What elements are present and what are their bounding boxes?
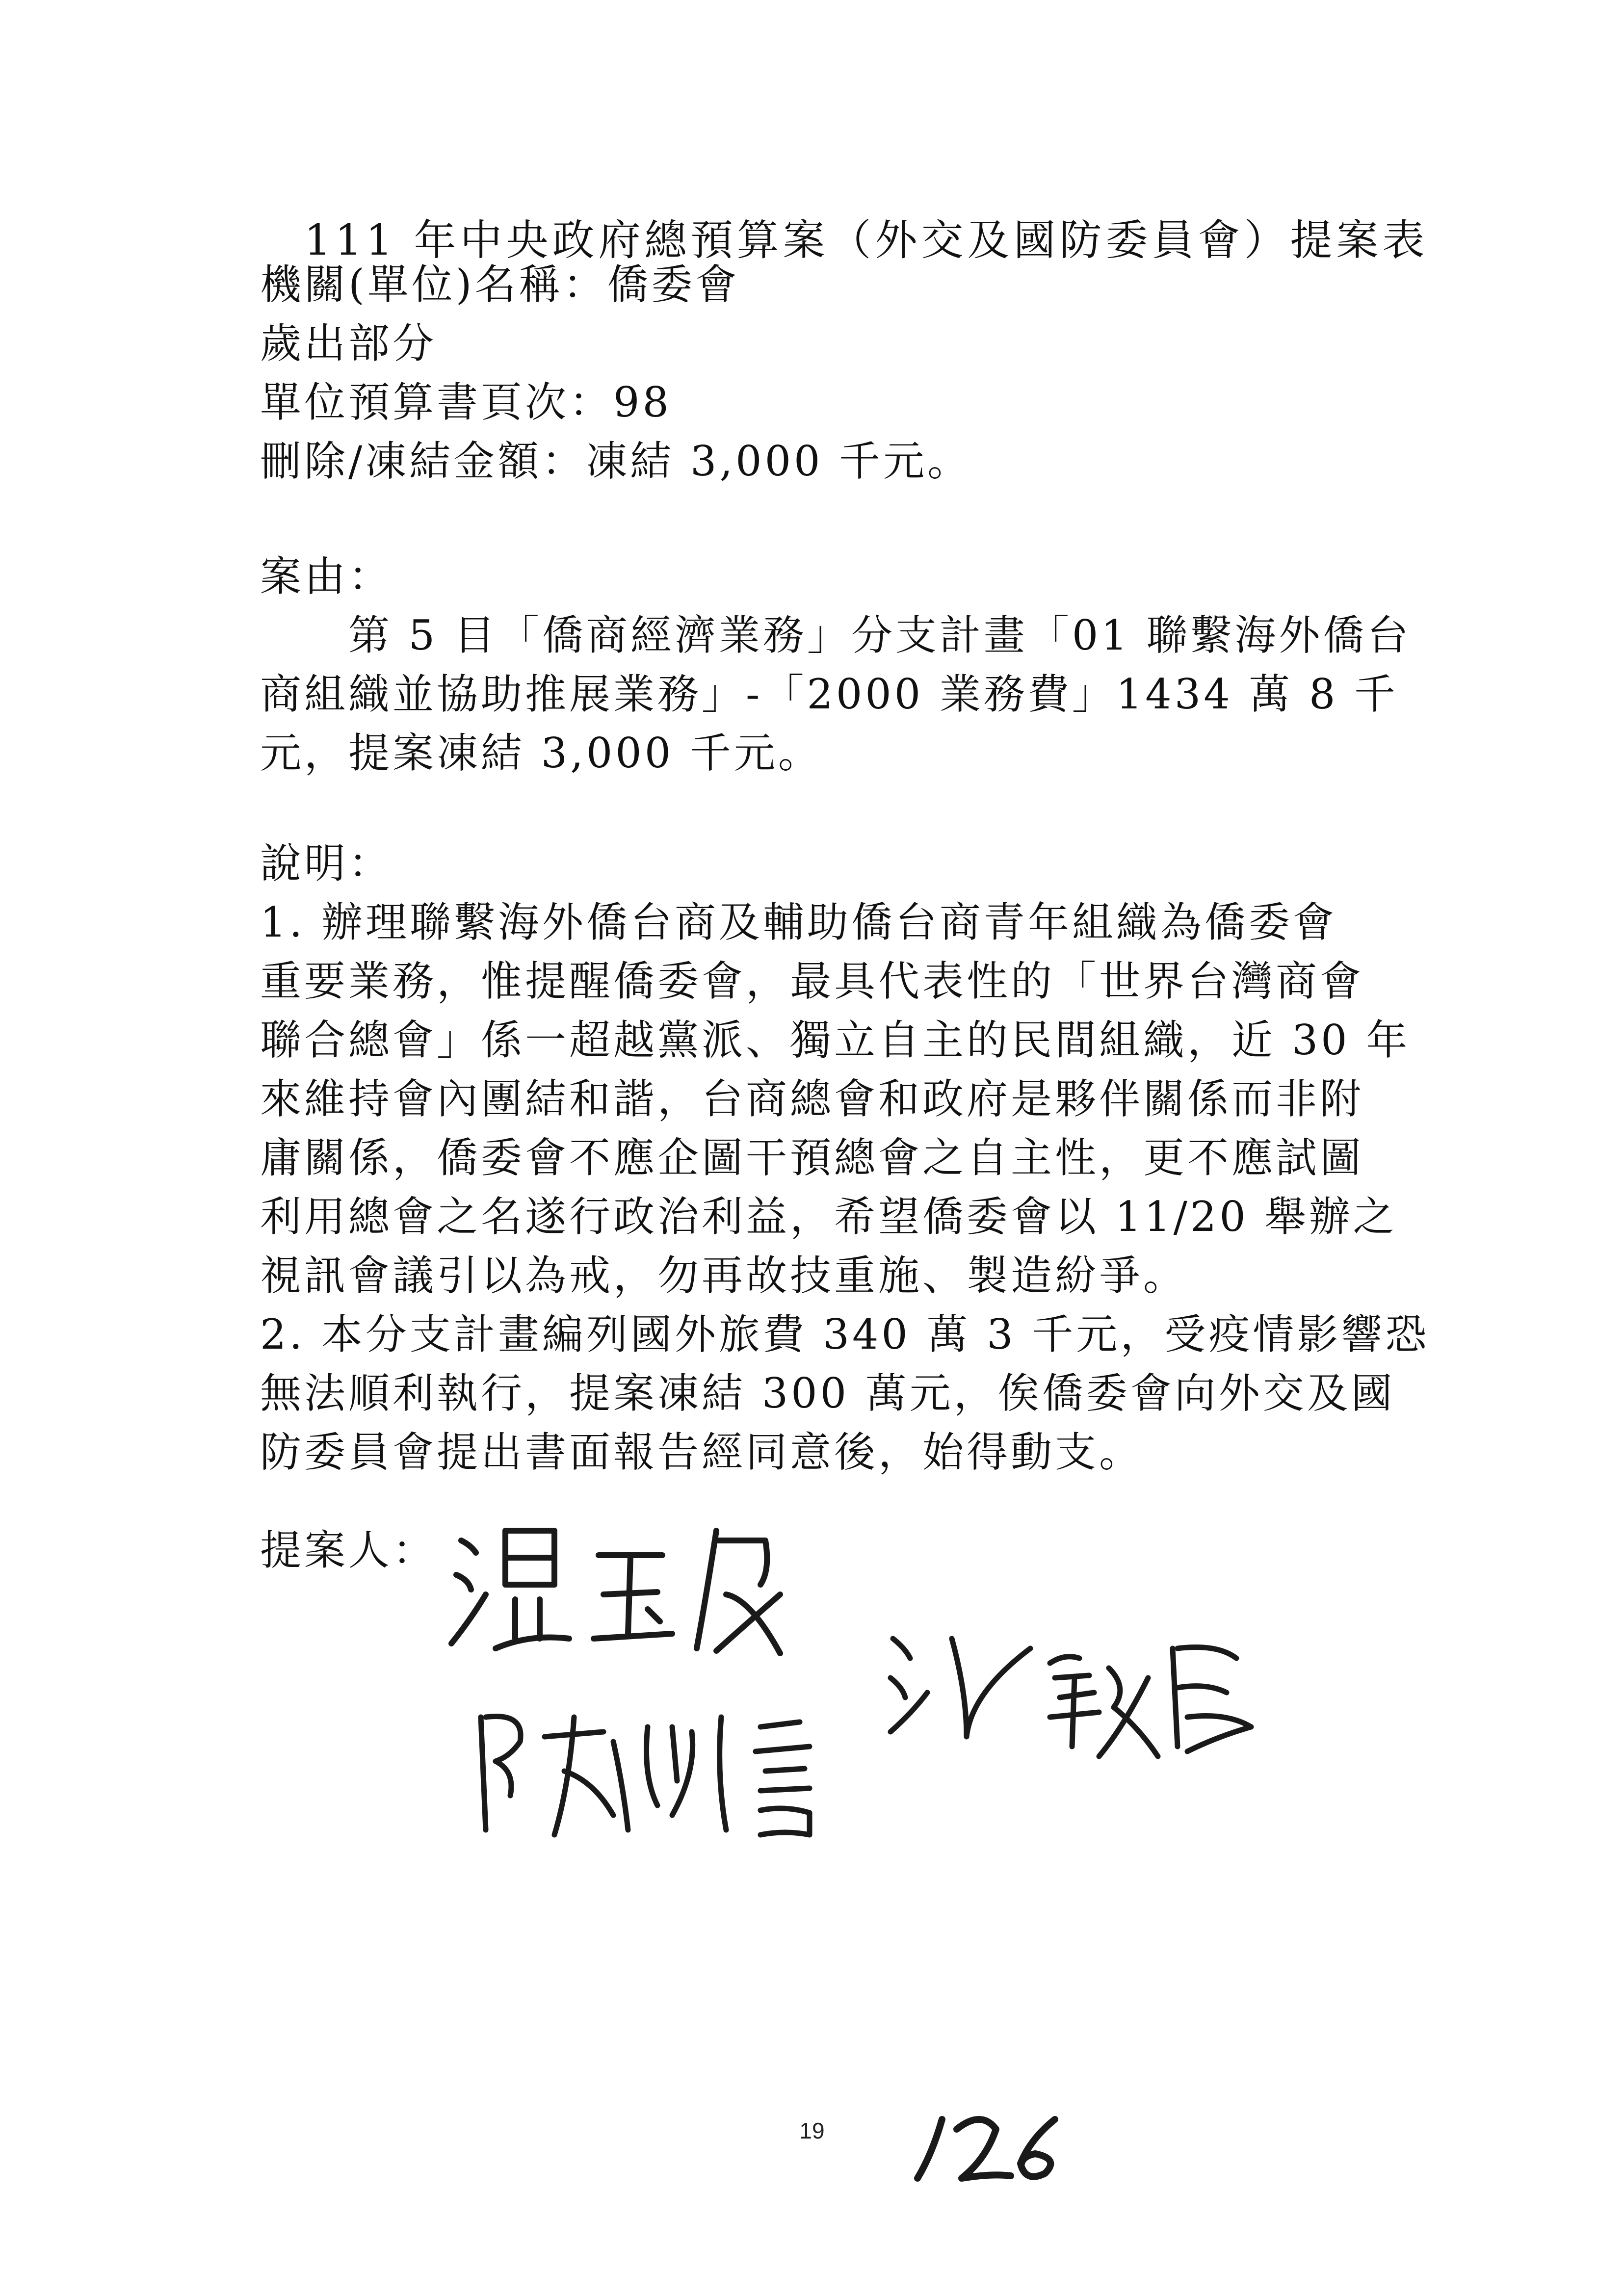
explanation-line: 來維持會內團結和諧，台商總會和政府是夥伴關係而非附 — [260, 1075, 1364, 1123]
reason-line: 第 5 目「僑商經濟業務」分支計畫「01 聯繫海外僑台 — [348, 611, 1412, 659]
explanation-line: 利用總會之名遂行政治利益，希望僑委會以 11/20 舉辦之 — [260, 1193, 1397, 1241]
section-line: 歲出部分 — [260, 319, 437, 367]
document-title: 111 年中央政府總預算案（外交及國防委員會）提案表 — [304, 216, 1429, 265]
explanation-line: 防委員會提出書面報告經同意後，始得動支。 — [260, 1428, 1144, 1476]
signature-3 — [466, 1697, 859, 1845]
explanation-line: 聯合總會」係一超越黨派、獨立自主的民間組織，近 30 年 — [260, 1016, 1411, 1064]
signature-2 — [883, 1619, 1256, 1766]
agency-line: 機關(單位)名稱：僑委會 — [260, 261, 740, 309]
explanation-line: 視訊會議引以為戒，勿再故技重施、製造紛爭。 — [260, 1252, 1188, 1300]
explanation-line: 庸關係，僑委會不應企圖干預總會之自主性，更不應試圖 — [260, 1134, 1364, 1182]
explanation-line: 2. 本分支計畫編列國外旅費 340 萬 3 千元，受疫情影響恐 — [260, 1310, 1430, 1358]
reason-line: 商組織並協助推展業務」-「2000 業務費」1434 萬 8 千 — [260, 670, 1399, 718]
header-fields — [260, 255, 1388, 491]
budget-page-line: 單位預算書頁次：98 — [260, 378, 672, 426]
signature-1 — [442, 1511, 795, 1658]
explanation-line: 重要業務，惟提醒僑委會，最具代表性的「世界台灣商會 — [260, 957, 1364, 1005]
explanation-line: 無法順利執行，提案凍結 300 萬元，俟僑委會向外交及國 — [260, 1369, 1395, 1417]
reason-section — [260, 547, 1412, 783]
proposer-label: 提案人： — [260, 1526, 437, 1574]
page-number: 19 — [799, 2118, 825, 2143]
reason-line: 元，提案凍結 3,000 千元。 — [260, 729, 822, 777]
explanation-heading: 說明： — [260, 839, 393, 887]
amount-line: 刪除/凍結金額：凍結 3,000 千元。 — [260, 437, 972, 485]
handwritten-page-mark — [913, 2105, 1070, 2188]
reason-heading: 案由： — [260, 552, 393, 600]
explanation-section — [260, 834, 1430, 1482]
explanation-line: 1. 辦理聯繫海外僑台商及輔助僑台商青年組織為僑委會 — [260, 898, 1337, 946]
